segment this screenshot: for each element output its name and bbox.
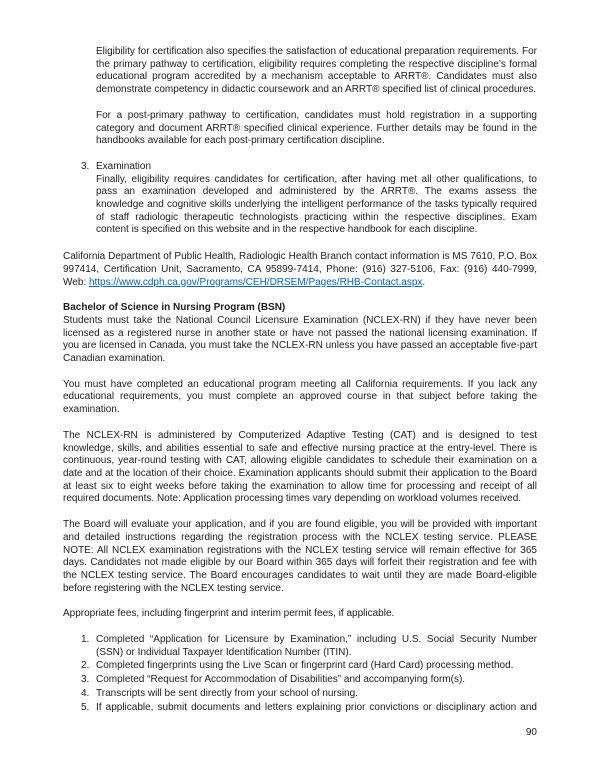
requirement-number: 1. — [81, 634, 90, 646]
rhb-contact-link[interactable]: https://www.cdph.ca.gov/Programs/CEH/DRSEM/Pages/RHB-Contact.aspx — [88, 276, 423, 288]
paragraph-fees: Appropriate fees, including fingerprint and interim permit fees, if applicable. — [63, 608, 395, 620]
paragraph-nclex-requirement: Students must take the National Council Licensure Examination (NCLEX-RN) if they have never been licensed as a registered nurse in another state or have not passed the national licensing examination. If you are licensed in Canada, you must take the NCLEX-RN unless you have passed an acceptable five-part Canadian examination. — [63, 314, 537, 365]
requirement-item — [81, 674, 537, 687]
section-heading-bsn: Bachelor of Science in Nursing Program (BSN) — [63, 302, 286, 314]
requirement-text: If applicable, submit documents and letters explaining prior convictions or disciplinary action and — [96, 701, 537, 713]
paragraph-cat-testing: The NCLEX-RN is administered by Computerized Adaptive Testing (CAT) and is designed to test knowledge, skills, and abilities essential to safe and effective nursing practice at the entry-level. There is continuous, year-round testing with CAT, allowing eligible candidates to schedule their examination on a date and at the location of their choice. Examination applicants should submit their application to the Board at least six to eight weeks before taking the examination to allow time for processing and receipt of all required documents. Note: Application processing times vary depending on workload volumes received. — [63, 429, 537, 505]
requirement-text: Transcripts will be sent directly from your school of nursing. — [96, 687, 358, 699]
page-number: 90 — [525, 727, 537, 738]
requirement-number: 2. — [81, 660, 90, 672]
requirement-item — [81, 688, 537, 701]
paragraph-post-primary-pathway: For a post-primary pathway to certification, candidates must hold registration in a supporting category and document ARRT® specified clinical experience. Further details may be found in the handbooks available for each post-primary certification discipline. — [96, 109, 537, 147]
paragraph-board-evaluation: The Board will evaluate your application, and if you are found eligible, you will be provided with important and detailed instructions regarding the registration process with the NCLEX testing service. PLEASE NOTE: All NCLEX examination registrations with the NCLEX testing service will remain effective for 365 days. Candidates not made eligible by our Board within 365 days will forfeit their registration and fee with the NCLEX testing service. The Board encourages candidates to wait until they are made Board-eligible before registering with the NCLEX testing service. — [63, 519, 537, 594]
requirement-text: Completed fingerprints using the Live Scan or fingerprint card (Hard Card) processing method. — [96, 660, 514, 672]
requirement-number: 3. — [81, 674, 90, 686]
paragraph-examination-details: Finally, eligibility requires candidates for certification, after having met all other qualifications, to pass an examination developed and administered by the ARRT®. The exams assess the knowledge and cognitive skills underlying the intelligent performance of the tasks typically required of staff radiologic therapeutic technologists practicing within the respective disciplines. Exam content is specified on this website and in the respective handbook for each discipline. — [96, 173, 537, 236]
numbered-item-examination — [81, 161, 537, 237]
item-number: 3. — [81, 160, 90, 172]
requirement-number: 5. — [81, 701, 90, 713]
requirement-text: Completed “Application for Licensure by Examination,” including U.S. Social Security Number (SSN) or Individual Taxpayer Identification Number (ITIN). — [96, 634, 537, 658]
paragraph-eligibility-requirements: Eligibility for certification also specifies the satisfaction of educational preparation requirements. For the primary pathway to certification, eligibility requires completing the respective discipline’s formal educational program accredited by a mechanism acceptable to ARRT®. Candidates must also demonstrate competency in didactic coursework and an ARRT® specified list of clinical procedures. — [96, 46, 537, 96]
requirements-list — [81, 634, 537, 714]
requirement-item — [81, 660, 537, 673]
requirement-text: Completed “Request for Accommodation of Disabilities” and accompanying form(s). — [96, 674, 466, 686]
contact-text-period: . — [422, 276, 426, 288]
item-title-examination: Examination — [96, 160, 152, 172]
contact-text: California Department of Public Health, Radiologic Health Branch contact information is MS 7610, P.O. Box 997414, Certification Unit, Sacramento, CA 95899-7414, Phone: (916) 327-5106, Fax: (916) 440-7999, Web: — [63, 251, 537, 288]
paragraph-educational-program: You must have completed an educational program meeting all California requirements. If you lack any educational requirements, you must complete an approved course in that subject before taking the examination. — [63, 378, 537, 416]
requirement-item — [81, 634, 537, 659]
requirement-item — [81, 702, 537, 715]
item-body — [96, 161, 537, 237]
document-content — [63, 46, 537, 727]
requirement-number: 4. — [81, 687, 90, 699]
paragraph-cdph-contact — [63, 251, 537, 289]
